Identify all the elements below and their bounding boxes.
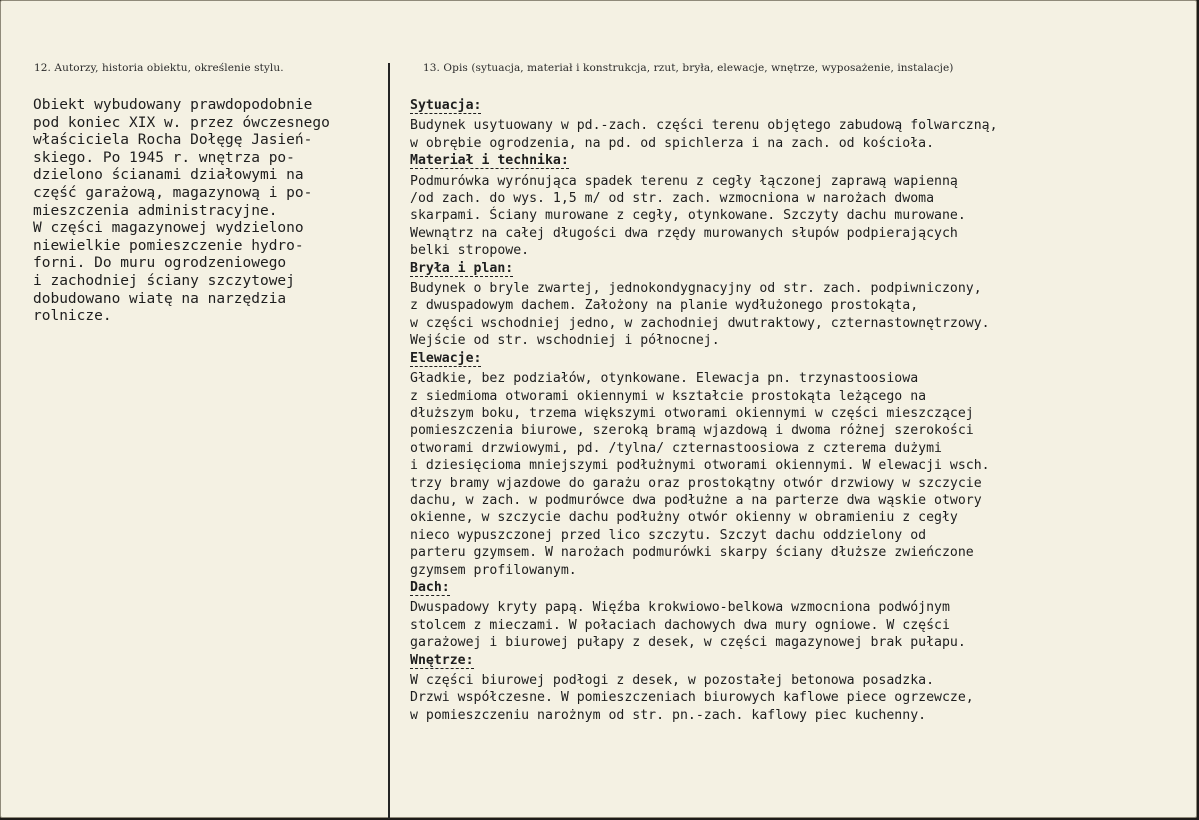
section-line: Budynek o bryle zwartej, jednokondygnacyjny od str. zach. podpiwniczony,	[410, 281, 982, 297]
section-line: otworami drzwiowymi, pd. /tylna/ czternastoosiowa z czterema dużymi	[410, 440, 942, 456]
section-wnetrze	[410, 652, 1190, 725]
history-line: niewielkie pomieszczenie hydro-	[33, 237, 304, 254]
section-line: W części biurowej podłogi z desek, w pozostałej betonowa posadzka.	[410, 673, 935, 688]
section-line: w obrębie ogrodzenia, na pd. od spichlerza i na zach. od kościoła.	[410, 135, 935, 151]
section-line: dłuższym boku, trzema większymi otworami okiennymi w części mieszczącej	[410, 405, 974, 421]
section-heading: Materiał i technika:	[410, 153, 569, 169]
section-line: gzymsem profilowanym.	[410, 562, 577, 578]
history-text	[33, 97, 383, 326]
history-line: i zachodniej ściany szczytowej	[33, 272, 295, 289]
section-line: skarpami. Ściany murowane z cegły, otynkowane. Szczyty dachu murowane.	[410, 208, 966, 224]
section-line: Gładkie, bez podziałów, otynkowane. Elewacja pn. trzynastoosiowa	[410, 371, 919, 387]
section-heading: Elewacje:	[410, 350, 482, 366]
section-sytuacja	[410, 97, 1190, 152]
section-dach	[410, 579, 1190, 652]
section-line: /od zach. do wys. 1,5 m/ od str. zach. wzmocniona w narożach dwoma	[410, 191, 935, 207]
section-line: z siedmioma otworami okiennymi w kształcie prostokąta leżącego na	[410, 388, 927, 404]
section-heading: Dach:	[410, 579, 450, 595]
section-line: belki stropowe.	[410, 243, 530, 259]
section-line: Wejście od str. wschodniej i północnej.	[410, 333, 720, 349]
section-line: nieco wypuszczonej przed lico szczytu. Szczyt dachu oddzielony od	[410, 527, 927, 543]
history-line: skiego. Po 1945 r. wnętrza po-	[33, 149, 295, 166]
left-column-header: 12. Autorzy, historia obiektu, określenie stylu.	[34, 62, 284, 74]
column-divider	[388, 63, 390, 819]
right-column-header: 13. Opis (sytuacja, materiał i konstrukcja, rzut, bryła, elewacje, wnętrze, wyposażenie, instalacje)	[423, 62, 954, 74]
section-heading: Wnętrze:	[410, 652, 474, 668]
section-line: w pomieszczeniu narożnym od str. pn.-zach. kaflowy piec kuchenny.	[410, 707, 927, 723]
section-line: w części wschodniej jedno, w zachodniej dwutraktowy, czternastownętrzowy.	[410, 315, 990, 331]
history-line: forni. Do muru ogrodzeniowego	[33, 255, 287, 272]
section-line: Podmurówka wyrónująca spadek terenu z cegły łączonej zaprawą wapienną	[410, 173, 958, 189]
history-line: Obiekt wybudowany prawdopodobnie	[33, 97, 313, 113]
section-line: Drzwi współczesne. W pomieszczeniach biurowych kaflowe piece ogrzewcze,	[410, 690, 974, 706]
history-line: rolnicze.	[33, 308, 112, 325]
section-line: dachu, w zach. w podmurówce dwa podłużne a na parterze dwa wąskie otwory	[410, 492, 982, 508]
section-line: i dziesięcioma mniejszymi podłużnymi otworami okiennymi. W elewacji wsch.	[410, 458, 990, 474]
description-text	[410, 97, 1190, 724]
history-line: pod koniec XIX w. przez ówczesnego	[33, 114, 330, 131]
history-line: dzielono ścianami działowymi na	[33, 167, 304, 184]
section-bryla	[410, 260, 1190, 350]
history-line: część garażową, magazynową i po-	[33, 184, 313, 201]
section-line: parteru gzymsem. W narożach podmurówki skarpy ściany dłuższe zwieńczone	[410, 545, 974, 561]
history-line: właściciela Rocha Dołęgę Jasień-	[33, 132, 313, 149]
history-line: W części magazynowej wydzielono	[33, 220, 304, 237]
section-heading: Bryła i plan:	[410, 260, 514, 276]
section-line: z dwuspadowym dachem. Założony na planie wydłużonego prostokąta,	[410, 298, 919, 314]
section-line: Wewnątrz na całej długości dwa rzędy murowanych słupów podpierających	[410, 225, 958, 241]
section-line: trzy bramy wjazdowe do garażu oraz prostokątny otwór drzwiowy w szczycie	[410, 475, 982, 491]
section-line: stolcem z mieczami. W połaciach dachowych dwa mury ogniowe. W części	[410, 617, 950, 633]
history-line: dobudowano wiatę na narzędzia	[33, 290, 287, 307]
section-line: pomieszczenia biurowe, szeroką bramą wjazdową i dwoma różnej szerokości	[410, 423, 974, 439]
section-heading: Sytuacja:	[410, 98, 482, 113]
history-line: mieszczenia administracyjne.	[33, 202, 278, 219]
section-line: okienne, w szczycie dachu podłużny otwór okienny w obramieniu z cegły	[410, 510, 958, 526]
section-material	[410, 152, 1190, 259]
section-elewacje	[410, 350, 1190, 579]
section-line: Dwuspadowy kryty papą. Więźba krokwiowo-belkowa wzmocniona podwójnym	[410, 600, 950, 616]
section-line: Budynek usytuowany w pd.-zach. części terenu objętego zabudową folwarczną,	[410, 118, 998, 134]
section-line: garażowej i biurowej pułapy z desek, w części magazynowej brak pułapu.	[410, 635, 966, 651]
